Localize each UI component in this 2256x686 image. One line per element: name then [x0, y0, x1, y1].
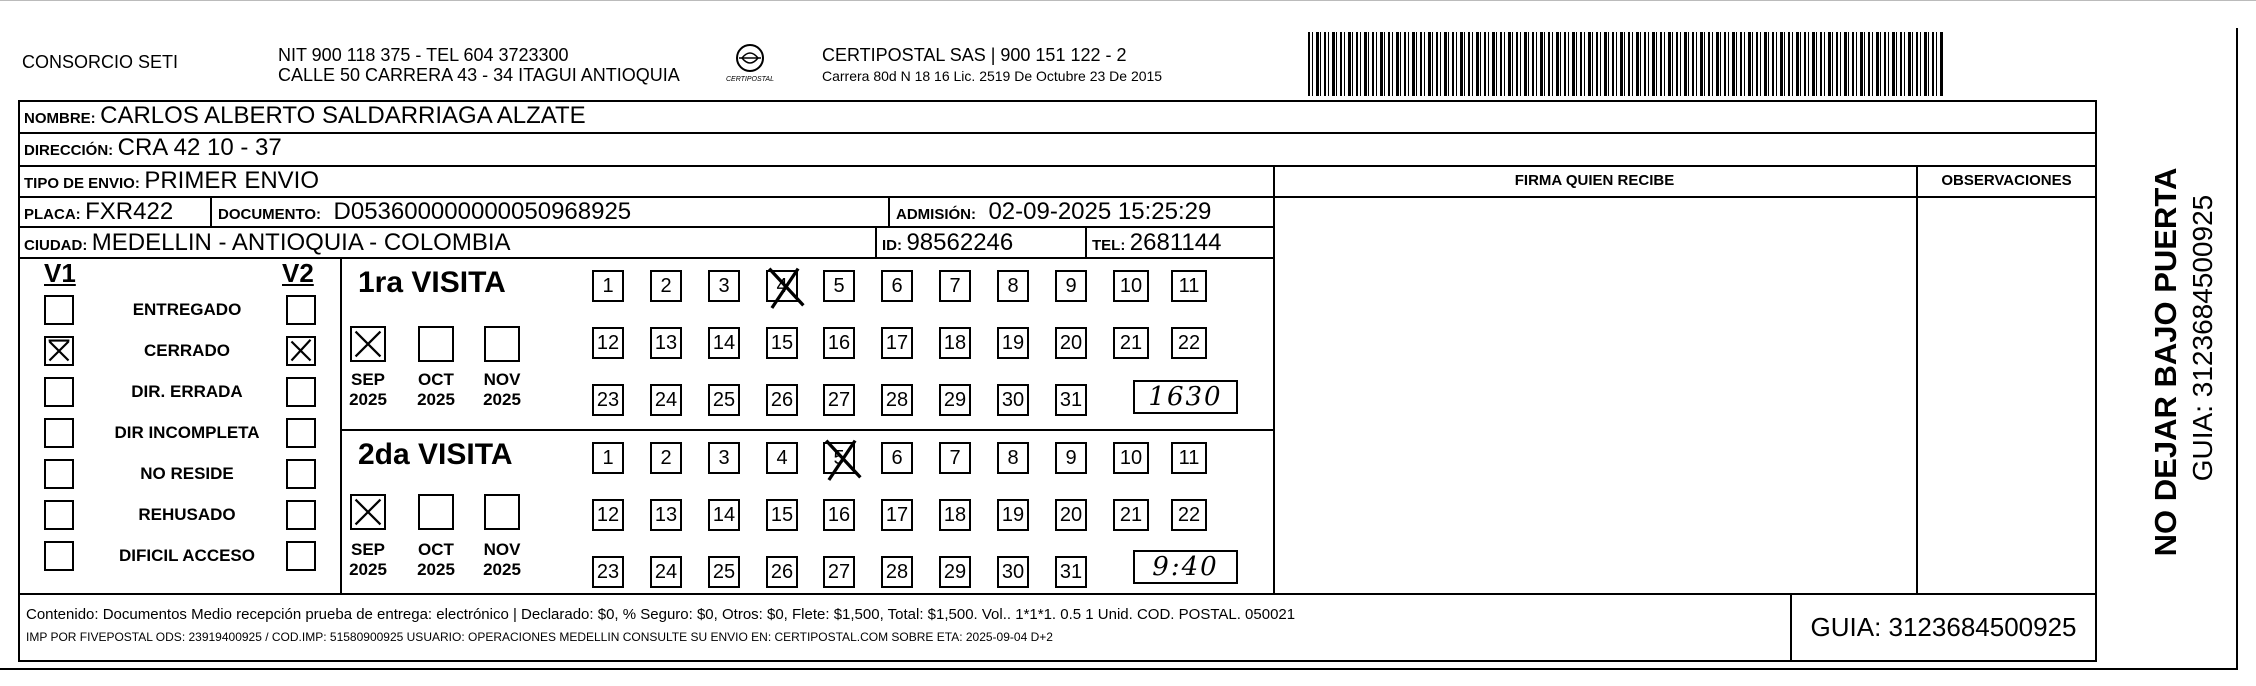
day-number: 11: [1178, 275, 1200, 297]
day-number: 3: [718, 447, 730, 469]
day-number: 14: [712, 332, 736, 354]
day-number: 21: [1119, 504, 1143, 526]
v1-label: V1: [44, 258, 76, 288]
day-number: 23: [596, 389, 620, 411]
visit2-time: 9:40: [1152, 552, 1219, 582]
day-number: 20: [1059, 332, 1083, 354]
header-address-line: CALLE 50 CARRERA 43 - 34 ITAGUI ANTIOQUIA: [278, 65, 680, 85]
visit1-day-27[interactable]: [823, 384, 855, 416]
day-number: 1: [602, 447, 614, 469]
visit1-day-12[interactable]: [592, 327, 624, 359]
day-number: 26: [770, 389, 794, 411]
visit2-day-21[interactable]: [1113, 499, 1149, 531]
visit2-day-15[interactable]: [766, 499, 798, 531]
day-number: 15: [770, 504, 794, 526]
v1-cerrado-checkbox[interactable]: [44, 336, 74, 366]
day-number: 23: [596, 561, 620, 583]
day-number: 10: [1119, 447, 1143, 469]
no-dejar-bajo-puerta: NO DEJAR BAJO PUERTA: [2148, 167, 2183, 557]
visit1-day-30[interactable]: [997, 384, 1029, 416]
day-number: 2: [660, 275, 672, 297]
visit2-day-28[interactable]: [881, 556, 913, 588]
visit2-day-13[interactable]: [650, 499, 682, 531]
day-number: 28: [885, 389, 909, 411]
visit2-day-27[interactable]: [823, 556, 855, 588]
visit1-day-28[interactable]: [881, 384, 913, 416]
visit1-time: 1630: [1148, 382, 1223, 412]
visit2-day-18[interactable]: [939, 499, 971, 531]
certipostal-logo: [722, 40, 778, 90]
visit1-day-29[interactable]: [939, 384, 971, 416]
id-value: 98562246: [906, 229, 1014, 256]
day-number: 2: [660, 447, 672, 469]
visit1-day-17[interactable]: [881, 327, 913, 359]
visit2-day-12[interactable]: [592, 499, 624, 531]
day-number: 25: [712, 561, 736, 583]
v1-dificil-acceso-checkbox[interactable]: [44, 541, 74, 571]
v1-dir-errada-checkbox[interactable]: [44, 377, 74, 407]
visit2-sep-checkbox[interactable]: [350, 494, 386, 530]
documento-value: D053600000000050968925: [333, 198, 632, 225]
ciudad-value: MEDELLIN - ANTIOQUIA - COLOMBIA: [91, 229, 511, 256]
visit1-day-14[interactable]: [708, 327, 740, 359]
day-number: 12: [596, 332, 620, 354]
tel-cell: [1092, 229, 1221, 257]
day-number: 31: [1059, 561, 1083, 583]
day-number: 4: [776, 275, 788, 297]
visit1-day-19[interactable]: [997, 327, 1029, 359]
visit2-time-box[interactable]: [1133, 550, 1238, 584]
ciudad-label: CIUDAD:: [24, 237, 88, 254]
tipo-envio-row: [24, 167, 319, 195]
visit2-title: 2da VISITA: [358, 438, 513, 471]
day-number: 17: [885, 332, 909, 354]
day-number: 21: [1119, 332, 1143, 354]
visit1-day-8[interactable]: [997, 270, 1029, 302]
side-guia: GUIA: 3123684500925: [2187, 194, 2218, 482]
company-name: CONSORCIO SETI: [22, 52, 179, 72]
direccion-value: CRA 42 10 - 37: [117, 134, 282, 161]
check-x-icon: [352, 328, 384, 360]
placa-cell: [24, 198, 173, 226]
visit1-sep-checkbox[interactable]: [350, 326, 386, 362]
visit2-month-oct: OCT 2025: [417, 540, 455, 579]
visit1-day-21[interactable]: [1113, 327, 1149, 359]
v1-no-reside-checkbox[interactable]: [44, 459, 74, 489]
documento-cell: [218, 198, 631, 226]
day-number: 31: [1059, 389, 1083, 411]
visit2-day-1[interactable]: [592, 442, 624, 474]
v2-dir-errada-checkbox[interactable]: [286, 377, 316, 407]
day-number: 11: [1178, 447, 1200, 469]
day-number: 8: [1007, 447, 1019, 469]
day-number: 1: [602, 275, 614, 297]
status-cerrado: CERRADO: [144, 341, 230, 360]
day-number: 5: [833, 447, 845, 469]
firma-header: FIRMA QUIEN RECIBE: [1514, 172, 1675, 189]
visit1-day-15[interactable]: [766, 327, 798, 359]
visit2-day-2[interactable]: [650, 442, 682, 474]
v2-dificil-acceso-checkbox[interactable]: [286, 541, 316, 571]
day-number: 28: [885, 561, 909, 583]
day-number: 20: [1059, 504, 1083, 526]
check-x-icon: [764, 266, 806, 308]
id-cell: [882, 229, 1013, 257]
placa-value: FXR422: [85, 198, 174, 225]
visit1-day-5[interactable]: [823, 270, 855, 302]
day-number: 15: [770, 332, 794, 354]
visit2-day-22[interactable]: [1171, 499, 1207, 531]
day-number: 10: [1119, 275, 1143, 297]
certipostal-line: CERTIPOSTAL SAS | 900 151 122 - 2: [822, 45, 1127, 65]
placa-label: PLACA:: [24, 206, 81, 223]
visit1-day-9[interactable]: [1055, 270, 1087, 302]
visit2-day-11[interactable]: [1171, 442, 1207, 474]
visit2-oct-checkbox[interactable]: [418, 494, 454, 530]
day-number: 29: [943, 389, 967, 411]
header-nit-line: NIT 900 118 375 - TEL 604 3723300: [278, 45, 569, 65]
visit1-day-4[interactable]: [766, 270, 798, 302]
visit2-day-3[interactable]: [708, 442, 740, 474]
day-number: 24: [654, 561, 678, 583]
footer-contenido: Contenido: Documentos Medio recepción prueba de entrega: electrónico | Declarado: $0, % Seguro: $0, Otros: $0, Flete: $1,500, Total: $1,500. Vol.. 1*1*1. 0.5 1 Unid. COD. POSTAL. 050021: [26, 606, 1296, 623]
status-rehusado: REHUSADO: [138, 505, 236, 524]
visit1-day-26[interactable]: [766, 384, 798, 416]
visit2-month-sep: SEP 2025: [349, 540, 387, 579]
documento-label: DOCUMENTO:: [218, 206, 322, 223]
check-x-icon: [821, 438, 863, 480]
visit1-month-sep: SEP 2025: [349, 370, 387, 409]
day-number: 8: [1007, 275, 1019, 297]
direccion-label: DIRECCIÓN:: [24, 142, 114, 159]
visit2-day-14[interactable]: [708, 499, 740, 531]
visit1-nov-checkbox[interactable]: [484, 326, 520, 362]
visit1-day-31[interactable]: [1055, 384, 1087, 416]
visit2-day-24[interactable]: [650, 556, 682, 588]
day-number: 27: [827, 561, 851, 583]
v2-label: V2: [282, 258, 314, 288]
visit1-day-22[interactable]: [1171, 327, 1207, 359]
day-number: 4: [776, 447, 788, 469]
day-number: 29: [943, 561, 967, 583]
status-dificil-acceso: DIFICIL ACCESO: [118, 546, 255, 565]
day-number: 16: [827, 332, 851, 354]
day-number: 6: [891, 275, 903, 297]
visit1-day-10[interactable]: [1113, 270, 1149, 302]
day-number: 22: [1177, 332, 1201, 354]
tel-value: 2681144: [1129, 229, 1222, 256]
visit2-day-7[interactable]: [939, 442, 971, 474]
tipo-envio-label: TIPO DE ENVIO:: [24, 175, 140, 192]
day-number: 26: [770, 561, 794, 583]
visit2-day-20[interactable]: [1055, 499, 1087, 531]
visit1-time-box[interactable]: [1133, 380, 1238, 414]
direccion-row: [24, 134, 282, 162]
visit1-day-16[interactable]: [823, 327, 855, 359]
visit1-day-13[interactable]: [650, 327, 682, 359]
visit1-day-20[interactable]: [1055, 327, 1087, 359]
visit2-day-10[interactable]: [1113, 442, 1149, 474]
visit1-oct-checkbox[interactable]: [418, 326, 454, 362]
day-number: 17: [885, 504, 909, 526]
tel-label: TEL:: [1092, 237, 1126, 254]
day-number: 18: [943, 504, 967, 526]
visit1-day-6[interactable]: [881, 270, 913, 302]
day-number: 24: [654, 389, 678, 411]
day-number: 30: [1001, 389, 1025, 411]
visit1-day-7[interactable]: [939, 270, 971, 302]
day-number: 19: [1001, 504, 1025, 526]
admision-cell: [896, 198, 1211, 226]
observaciones-header: OBSERVACIONES: [1941, 172, 2072, 189]
day-number: 12: [596, 504, 620, 526]
day-number: 25: [712, 389, 736, 411]
day-number: 13: [654, 504, 678, 526]
visit2-day-31[interactable]: [1055, 556, 1087, 588]
status-entregado: ENTREGADO: [132, 300, 242, 319]
v2-dir-incompleta-checkbox[interactable]: [286, 418, 316, 448]
day-number: 22: [1177, 504, 1201, 526]
status-dir-errada: DIR. ERRADA: [131, 382, 243, 401]
day-number: 9: [1065, 447, 1077, 469]
nombre-label: NOMBRE:: [24, 110, 96, 127]
v1-dir-incompleta-checkbox[interactable]: [44, 418, 74, 448]
visit1-day-3[interactable]: [708, 270, 740, 302]
visit2-day-5[interactable]: [823, 442, 855, 474]
check-x-icon: [288, 338, 314, 364]
v2-no-reside-checkbox[interactable]: [286, 459, 316, 489]
v2-rehusado-checkbox[interactable]: [286, 500, 316, 530]
visit1-day-23[interactable]: [592, 384, 624, 416]
day-number: 14: [712, 504, 736, 526]
visit1-day-18[interactable]: [939, 327, 971, 359]
visit2-day-6[interactable]: [881, 442, 913, 474]
visit2-day-29[interactable]: [939, 556, 971, 588]
v1-entregado-checkbox[interactable]: [44, 295, 74, 325]
admision-label: ADMISIÓN:: [896, 206, 976, 223]
day-number: 27: [827, 389, 851, 411]
visit1-day-11[interactable]: [1171, 270, 1207, 302]
day-number: 13: [654, 332, 678, 354]
visit2-nov-checkbox[interactable]: [484, 494, 520, 530]
visit1-title: 1ra VISITA: [358, 266, 506, 299]
visit1-month-oct: OCT 2025: [417, 370, 455, 409]
visit1-day-25[interactable]: [708, 384, 740, 416]
certipostal-license: Carrera 80d N 18 16 Lic. 2519 De Octubre 23 De 2015: [822, 68, 1163, 84]
visit2-day-9[interactable]: [1055, 442, 1087, 474]
nombre-row: [24, 102, 586, 130]
admision-value: 02-09-2025 15:25:29: [988, 198, 1212, 225]
day-number: 3: [718, 275, 730, 297]
visit2-day-4[interactable]: [766, 442, 798, 474]
tipo-envio-value: PRIMER ENVIO: [144, 167, 320, 194]
visit2-day-23[interactable]: [592, 556, 624, 588]
visit1-day-24[interactable]: [650, 384, 682, 416]
visit2-day-16[interactable]: [823, 499, 855, 531]
day-number: 7: [949, 275, 961, 297]
day-number: 30: [1001, 561, 1025, 583]
day-number: 7: [949, 447, 961, 469]
day-number: 19: [1001, 332, 1025, 354]
id-label: ID:: [882, 237, 902, 254]
visit1-month-nov: NOV 2025: [483, 370, 521, 409]
v2-entregado-checkbox[interactable]: [286, 295, 316, 325]
visit1-day-2[interactable]: [650, 270, 682, 302]
status-dir-incompleta: DIR INCOMPLETA: [114, 423, 260, 442]
ciudad-cell: [24, 229, 511, 257]
day-number: 6: [891, 447, 903, 469]
footer-guia: GUIA: 3123684500925: [1810, 612, 2077, 642]
visit2-day-26[interactable]: [766, 556, 798, 588]
day-number: 18: [943, 332, 967, 354]
status-no-reside: NO RESIDE: [140, 464, 234, 483]
logo-text: CERTIPOSTAL: [726, 76, 774, 83]
visit2-month-nov: NOV 2025: [483, 540, 521, 579]
nombre-value: CARLOS ALBERTO SALDARRIAGA ALZATE: [100, 102, 586, 129]
day-number: 5: [833, 275, 845, 297]
day-number: 9: [1065, 275, 1077, 297]
visit2-day-25[interactable]: [708, 556, 740, 588]
visit2-day-17[interactable]: [881, 499, 913, 531]
visit2-day-19[interactable]: [997, 499, 1029, 531]
check-x-icon: [352, 496, 384, 528]
v2-cerrado-checkbox[interactable]: [286, 336, 316, 366]
visit2-day-30[interactable]: [997, 556, 1029, 588]
check-x-icon: [46, 338, 72, 364]
footer-imp: IMP POR FIVEPOSTAL ODS: 23919400925 / COD.IMP: 51580900925 USUARIO: OPERACIONES MEDELLIN CONSULTE SU ENVIO EN: CERTIPOSTAL.COM SOBRE ETA: 2025-09-04 D+2: [26, 630, 1053, 644]
day-number: 16: [827, 504, 851, 526]
v1-rehusado-checkbox[interactable]: [44, 500, 74, 530]
visit2-day-8[interactable]: [997, 442, 1029, 474]
visit1-day-1[interactable]: [592, 270, 624, 302]
barcode: [1308, 32, 1944, 96]
